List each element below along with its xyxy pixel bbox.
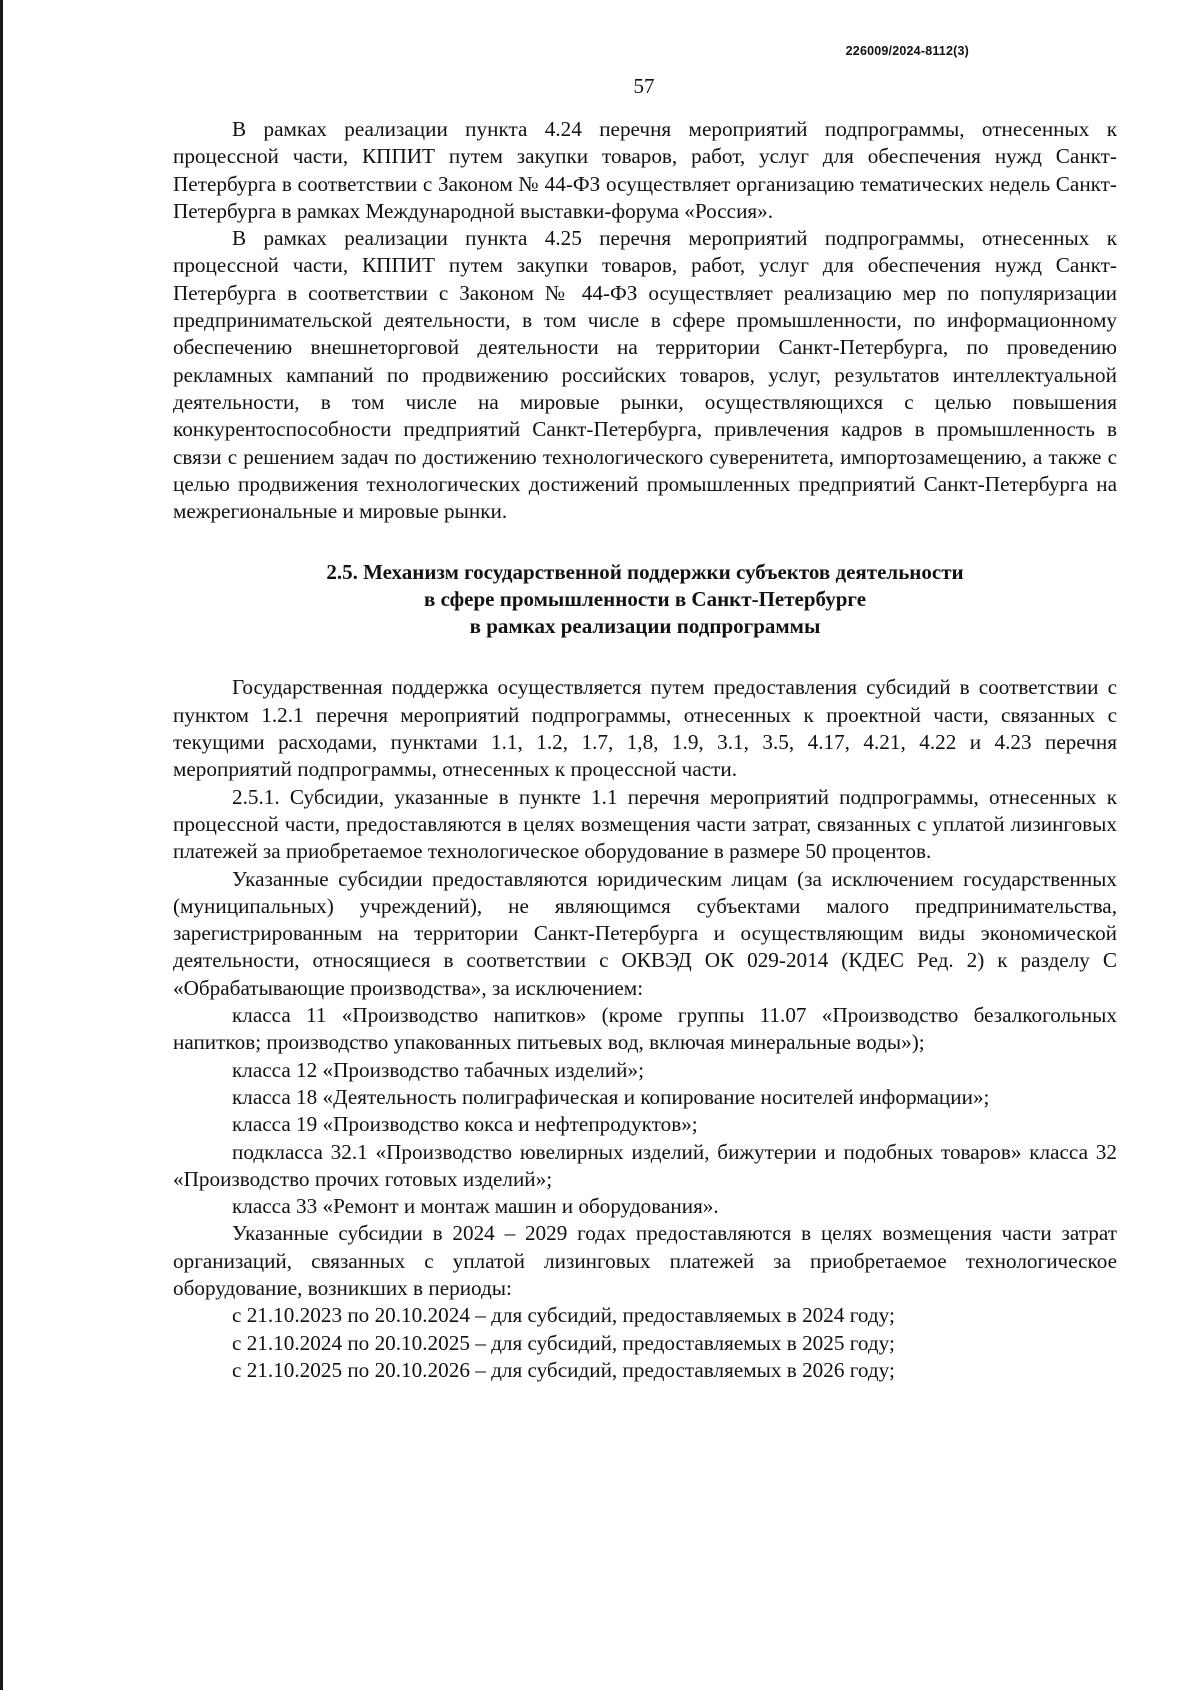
section-heading-line: в сфере промышленности в Санкт-Петербурге xyxy=(423,587,867,612)
page-edge-line xyxy=(0,0,3,1690)
section-heading-line: 2.5. Механизм государственной поддержки субъектов деятельности xyxy=(326,560,964,585)
section-heading-2-5 xyxy=(173,559,1117,640)
paragraph-periods: Указанные субсидии в 2024 – 2029 годах предоставляются в целях возмещения части затрат организаций, связанных с уплатой лизинговых платежей за приобретаемое технологическое оборудование, возникших в периоды: xyxy=(173,1221,1117,1300)
exclusion-item: класса 18 «Деятельность полиграфическая и копирование носителей информации»; xyxy=(232,1084,990,1109)
document-id: 226009/2024-8112(3) xyxy=(845,44,969,58)
exclusion-item: класса 11 «Производство напитков» (кроме группы 11.07 «Производство безалкогольных напитков; производство упакованных питьевых вод, включая минеральные воды»); xyxy=(173,1003,1117,1055)
page-number: 57 xyxy=(633,74,655,98)
period-item: с 21.10.2024 по 20.10.2025 – для субсидий, предоставляемых в 2025 году; xyxy=(232,1330,895,1355)
period-item: с 21.10.2025 по 20.10.2026 – для субсидий, предоставляемых в 2026 году; xyxy=(232,1357,895,1382)
paragraph-4-25: В рамках реализации пункта 4.25 перечня мероприятий подпрограммы, отнесенных к процессной части, КППИТ путем закупки товаров, работ, услуг для обеспечения нужд Санкт-Петербурга в соответствии с Законом № 44-ФЗ осуществляет реализацию мер по популяризации предпринимательской деятельности, в том числе в сфере промышленности, по информационному обеспечению внешнеторговой деятельности на территории Санкт-Петербурга, по проведению рекламных кампаний по продвижению российских товаров, услуг, результатов интеллектуальной деятельности, в том числе на мировые рынки, осуществляющихся с целью повышения конкурентоспособности предприятий Санкт-Петербурга, привлечения кадров в промышленность в связи с решением задач по достижению технологического суверенитета, импортозамещению, а также с целью продвижения технологических достижений промышленных предприятий Санкт-Петербурга на межрегиональные и мировые рынки. xyxy=(173,226,1117,524)
exclusion-item: подкласса 32.1 «Производство ювелирных изделий, бижутерии и подобных товаров» класса 32 «Производство прочих готовых изделий»; xyxy=(173,1139,1117,1191)
document-body xyxy=(173,116,1117,1384)
exclusion-item: класса 33 «Ремонт и монтаж машин и оборудования». xyxy=(232,1194,719,1219)
exclusion-item: класса 12 «Производство табачных изделий»; xyxy=(232,1057,644,1082)
paragraph-4-24: В рамках реализации пункта 4.24 перечня мероприятий подпрограммы, отнесенных к процессной части, КППИТ путем закупки товаров, работ, услуг для обеспечения нужд Санкт-Петербурга в соответствии с Законом № 44-ФЗ осуществляет организацию тематических недель Санкт-Петербурга в рамках Международной выставки-форума «Россия». xyxy=(173,117,1117,223)
section-heading-line: в рамках реализации подпрограммы xyxy=(469,614,821,639)
exclusion-item: класса 19 «Производство кокса и нефтепродуктов»; xyxy=(232,1112,698,1137)
paragraph-recipients: Указанные субсидии предоставляются юридическим лицам (за исключением государственных (муниципальных) учреждений), не являющимся субъектами малого предпринимательства, зарегистрированным на территории Санкт-Петербурга и осуществляющим виды экономической деятельности, относящиеся в соответствии с ОКВЭД ОК 029-2014 (КДЕС Ред. 2) к разделу С «Обрабатывающие производства», за исключением: xyxy=(173,866,1117,1000)
period-item: с 21.10.2023 по 20.10.2024 – для субсидий, предоставляемых в 2024 году; xyxy=(232,1303,895,1328)
paragraph-2-5-1: 2.5.1. Субсидии, указанные в пункте 1.1 перечня мероприятий подпрограммы, отнесенных к процессной части, предоставляются в целях возмещения части затрат, связанных с уплатой лизинговых платежей за приобретаемое технологическое оборудование в размере 50 процентов. xyxy=(173,784,1117,864)
paragraph-state-support: Государственная поддержка осуществляется путем предоставления субсидий в соответствии с пунктом 1.2.1 перечня мероприятий подпрограммы, отнесенных к проектной части, связанных с текущими расходами, пунктами 1.1, 1.2, 1.7, 1,8, 1.9, 3.1, 3.5, 4.17, 4.21, 4.22 и 4.23 перечня мероприятий подпрограммы, отнесенных к процессной части. xyxy=(173,675,1117,782)
